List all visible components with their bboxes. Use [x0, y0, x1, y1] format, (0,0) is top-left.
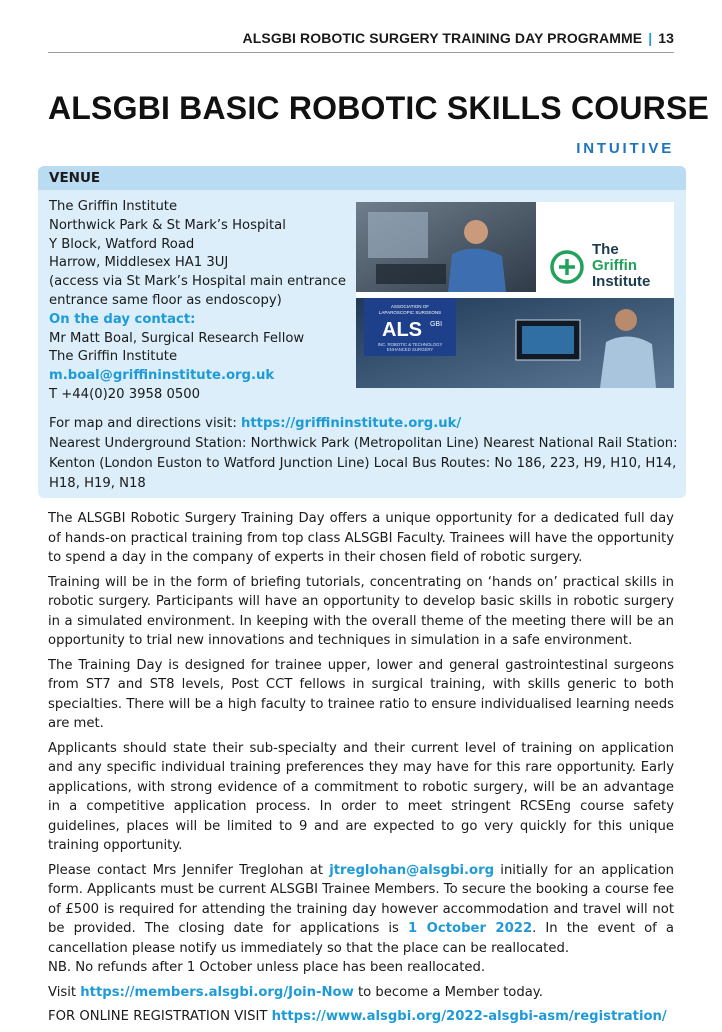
- contact-org: The Griffin Institute: [49, 349, 178, 365]
- address-line: The Griffin Institute: [49, 199, 178, 214]
- header-rule: [48, 52, 674, 53]
- alsgbi-logo-bottom1: INC. ROBOTIC & TECHNOLOGY: [377, 342, 443, 347]
- alsgbi-logo-bottom2: ENHANCED SURGERY: [386, 347, 434, 352]
- contact-name: Mr Matt Boal, Surgical Research Fellow: [49, 330, 305, 346]
- page-title: ALSGBI BASIC ROBOTIC SKILLS COURSE: [48, 90, 710, 126]
- venue-directions: [49, 414, 679, 494]
- griffin-website-link[interactable]: https://griffininstitute.org.uk/: [240, 416, 462, 431]
- transport-info: Nearest Underground Station: Northwick Park (Metropolitan Line) Nearest National Rail Station: Kenton (London Euston to Watford Junction Line) Local Bus Routes: No 186, 223, H9, H10, H14, H18, H19, N18: [49, 436, 678, 491]
- griffin-logo-griffin: Griffin: [592, 257, 637, 274]
- address-line: entrance same floor as endoscopy): [49, 292, 282, 308]
- paragraph: Training will be in the form of briefing tutorials, concentrating on ‘hands on’ practical skills in robotic surgery. Participants will have an opportunity to develop basic skills in robotic surgery in a simulated environment. In keeping with the overall theme of the meeting there will be an opportunity to trial new innovations and techniques in simulation in a safe environment.: [48, 574, 674, 648]
- griffin-institute-photo: [356, 202, 674, 388]
- text-span: . In the event of a cancellation please notify us immediately so that the place can be reallocated.: [48, 921, 674, 956]
- text-span: to become a Member today.: [353, 984, 543, 1000]
- text-span: FOR ONLINE REGISTRATION VISIT: [48, 1009, 272, 1024]
- registration-link[interactable]: https://www.alsgbi.org/2022-alsgbi-asm/registration/: [271, 1009, 667, 1024]
- alsgbi-logo: [364, 298, 456, 356]
- contact-email-link[interactable]: m.boal@griffininstitute.org.uk: [49, 368, 275, 384]
- header-title: ALSGBI ROBOTIC SURGERY TRAINING DAY PROGRAMME: [242, 30, 643, 46]
- address-line: Y Block, Watford Road: [49, 236, 195, 252]
- course-description: [48, 509, 674, 1032]
- contact-heading: On the day contact:: [49, 311, 196, 327]
- text-span: Please contact Mrs Jennifer Treglohan at: [48, 862, 330, 878]
- griffin-logo-the: The: [592, 241, 619, 258]
- alsgbi-logo-top2: LAPAROSCOPIC SURGEONS: [378, 310, 442, 315]
- text-span: initially for an application form. Applicants must be current ALSGBI Trainee Members. To secure the booking a course fee of £500 is required for attending the training day however accommodation and travel will not be provided. The closing date for applications is: [48, 862, 674, 936]
- join-now-link[interactable]: https://members.alsgbi.org/Join-Now: [80, 984, 354, 1000]
- intuitive-logo: INTUITIVE: [576, 140, 674, 157]
- header-separator: |: [648, 30, 653, 46]
- address-line: Northwick Park & St Mark’s Hospital: [49, 217, 286, 233]
- refund-note: NB. No refunds after 1 October unless place has been reallocated.: [48, 960, 486, 975]
- page-number: 13: [658, 30, 674, 46]
- venue-box: [38, 166, 686, 498]
- closing-date: 1 October 2022: [408, 921, 533, 936]
- running-header: [48, 30, 674, 52]
- griffin-logo-institute: Institute: [592, 273, 651, 290]
- alsgbi-logo-mark: ALS: [382, 319, 422, 341]
- venue-heading: VENUE: [38, 166, 686, 190]
- alsgbi-logo-gbi: GBI: [429, 321, 443, 328]
- address-line: Harrow, Middlesex HA1 3UJ: [49, 255, 229, 271]
- application-paragraph: [48, 861, 674, 978]
- alsgbi-logo-top1: ASSOCIATION OF: [391, 304, 429, 309]
- paragraph: Applicants should state their sub-specialty and their current level of training on application and any specific individual training preferences they may have for this rare opportunity. Early applications, with strong evidence of a commitment to robotic surgery, will be an advantage in a competitive application process. In order to meet stringent RCSEng course safety guidelines, places will be limited to 9 and are expected to go very quickly for this unique training opportunity.: [48, 740, 674, 853]
- paragraph: The ALSGBI Robotic Surgery Training Day offers a unique opportunity for a dedicated full day of hands-on practical training from top class ALSGBI Faculty. Trainees will have the opportunity to spend a day in the company of experts in their chosen field of robotic surgery.: [48, 511, 675, 565]
- membership-paragraph: [48, 983, 674, 1003]
- text-span: Visit: [48, 984, 81, 1000]
- venue-details: [49, 198, 346, 405]
- jtreglohan-email-link[interactable]: jtreglohan@alsgbi.org: [329, 862, 495, 878]
- paragraph: The Training Day is designed for trainee upper, lower and general gastrointestinal surgeons from ST7 and ST8 levels, Post CCT fellows in surgical training, with skills generic to both specialties. There will be a high faculty to trainee ratio to ensure individualised learning needs are met.: [48, 657, 674, 731]
- address-line: (access via St Mark’s Hospital main entrance: [49, 274, 347, 290]
- contact-phone: T +44(0)20 3958 0500: [49, 386, 201, 402]
- map-prefix: For map and directions visit:: [49, 416, 241, 431]
